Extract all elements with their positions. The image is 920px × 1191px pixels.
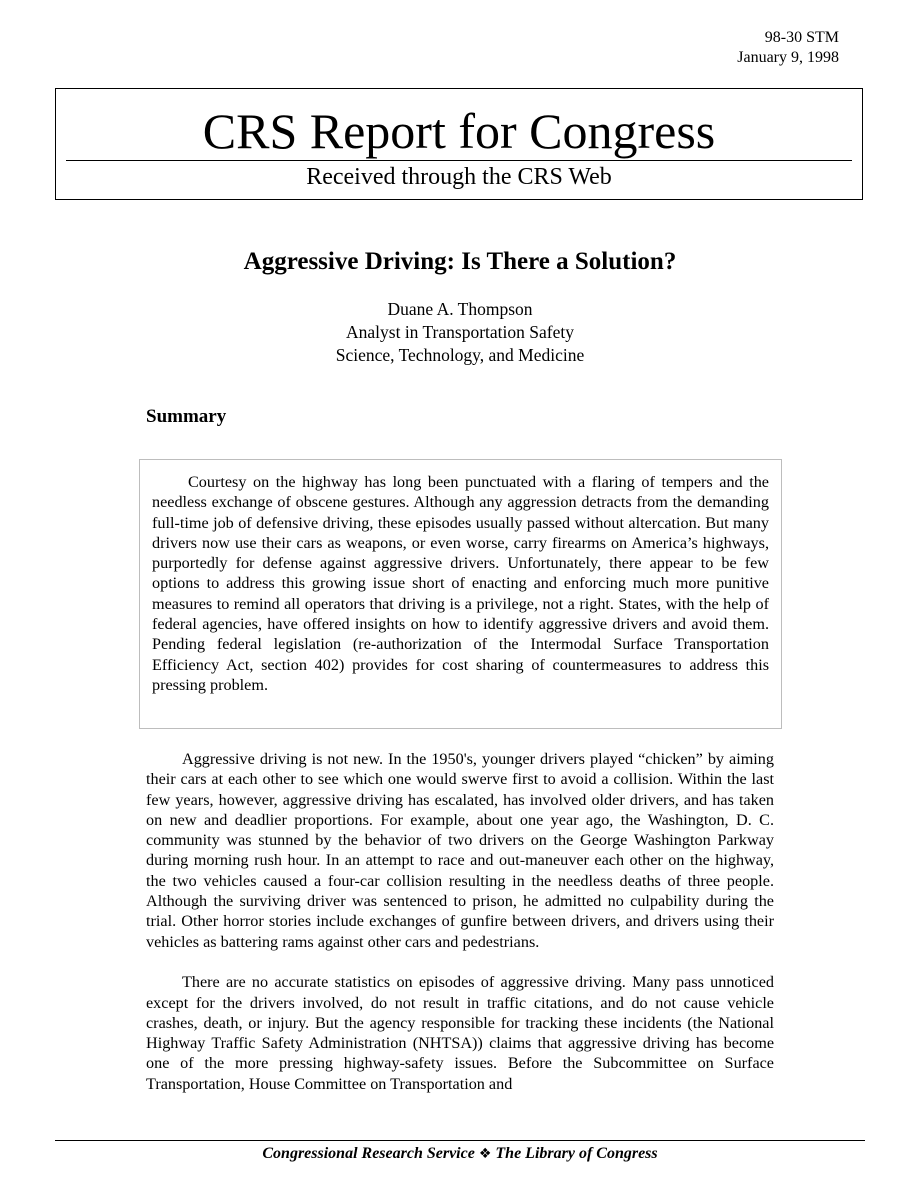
body-text [146, 749, 774, 1094]
summary-heading: Summary [146, 406, 227, 427]
diamond-separator-icon: ❖ [478, 1146, 492, 1162]
document-title: Aggressive Driving: Is There a Solution? [243, 248, 677, 275]
report-date: January 9, 1998 [737, 49, 839, 66]
report-identifier [737, 28, 839, 68]
summary-box [139, 459, 782, 729]
author-position: Analyst in Transportation Safety [346, 322, 574, 342]
summary-paragraph: Courtesy on the highway has long been punctuated with a flaring of tempers and the needless exchange of obscene gestures. Although any aggression detracts from the demanding full-time job of defensive driving, these episodes usually passed without altercation. But many drivers now use their cars as weapons, or even worse, carry firearms on America’s highways, purportedly for defense against aggressive drivers. Unfortunately, there appear to be few options to address this growing issue short of enacting and enforcing much more punitive measures to remind all operators that driving is a privilege, not a right. States, with the help of federal agencies, have offered insights on how to identify aggressive drivers and avoid them. Pending federal legislation (re-authorization of the Intermodal Surface Transportation Efficiency Act, section 402) provides for cost sharing of countermeasures to address this pressing problem. [152, 473, 769, 694]
author-division: Science, Technology, and Medicine [335, 345, 585, 365]
masthead-box [55, 88, 863, 200]
footer-divider [55, 1140, 865, 1141]
body-paragraph-2: There are no accurate statistics on episodes of aggressive driving. Many pass unnoticed except for the drivers involved, do not result in traffic citations, and do not cause vehicle crashes, death, or injury. But the agency responsible for tracking these incidents (the National Highway Traffic Safety Administration (NHTSA)) claims that aggressive driving has become one of the more pressing highway-safety issues. Before the Subcommittee on Surface Transportation, House Committee on Transportation and [146, 973, 774, 1093]
masthead-subtitle: Received through the CRS Web [306, 164, 612, 190]
masthead-title: CRS Report for Congress [202, 103, 716, 159]
author-block [0, 298, 920, 367]
report-number: 98-30 STM [764, 29, 839, 46]
author-name: Duane A. Thompson [387, 299, 533, 319]
masthead-divider [66, 160, 852, 161]
footer [0, 1144, 920, 1164]
footer-library-name: The Library of Congress [495, 1145, 658, 1162]
body-paragraph-1: Aggressive driving is not new. In the 1950's, younger drivers played “chicken” by aiming their cars at each other to see which one would swerve first to avoid a collision. Within the last few years, however, aggressive driving has escalated, has involved older drivers, and has taken on new and deadlier proportions. For example, about one year ago, the Washington, D. C. community was stunned by the behavior of two drivers on the George Washington Parkway during morning rush hour. In an attempt to race and out-maneuver each other on the highway, the two vehicles caused a four-car collision resulting in the needless deaths of three people. Although the surviving driver was sentenced to prison, he admitted no culpability during the trial. Other horror stories include exchanges of gunfire between drivers, and drivers using their vehicles as battering rams against other cars and pedestrians. [146, 750, 774, 951]
footer-crs-name: Congressional Research Service [262, 1145, 475, 1162]
